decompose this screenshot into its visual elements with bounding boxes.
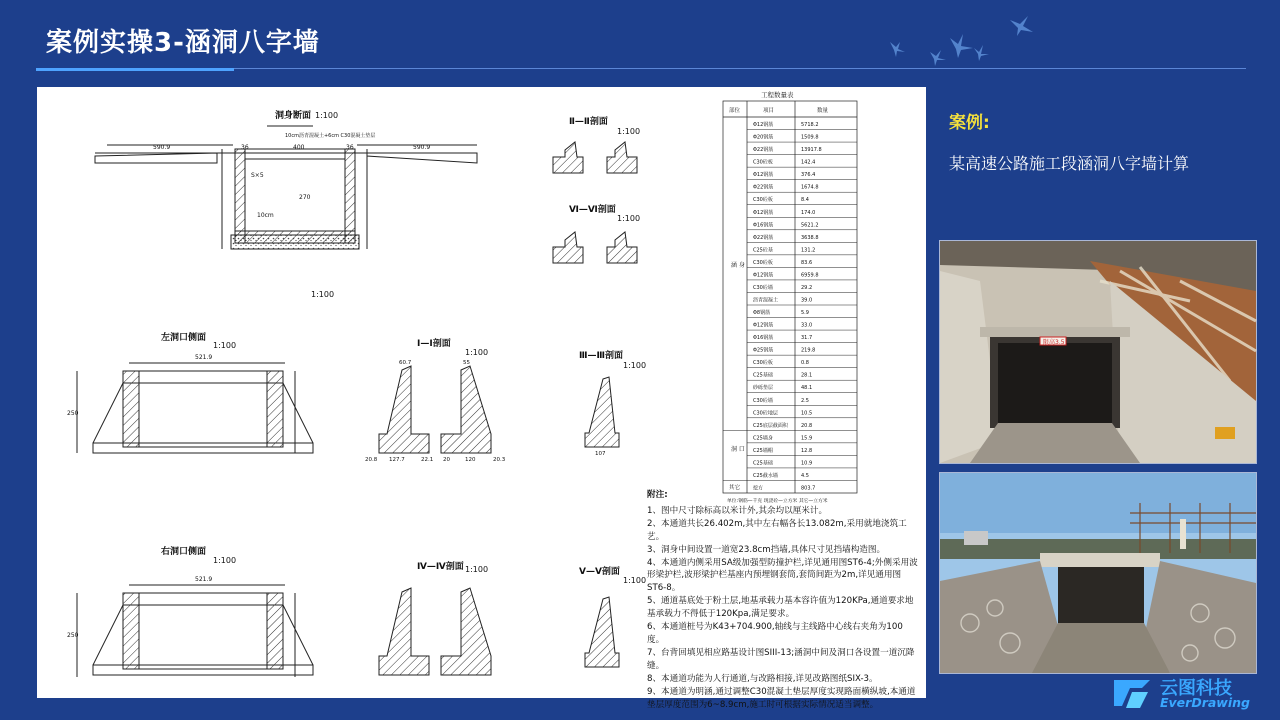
section-I-I-title: Ⅰ—Ⅰ剖面 (417, 339, 451, 349)
table-group-portal: 洞 口 (731, 446, 745, 453)
section-dim: 107 (595, 451, 606, 457)
table-cell-quantity: 12.8 (801, 447, 813, 454)
body-dim: 10cm (257, 212, 274, 219)
logo-cn-text: 云图科技 (1160, 678, 1232, 699)
table-cell-item: C30砼墙 (753, 284, 773, 291)
body-dim: 400 (293, 144, 305, 151)
small-wall-sections (553, 142, 637, 263)
section-II-II-title: Ⅱ—Ⅱ剖面 (569, 117, 608, 127)
table-cell-item: Φ25钢筋 (753, 347, 774, 354)
section-V-V-title: Ⅴ—Ⅴ剖面 (579, 567, 620, 577)
table-cell-item: C30砼板 (753, 360, 773, 367)
right-portal-width: 521.9 (195, 576, 213, 583)
culvert-photo-finished (939, 240, 1257, 464)
table-cell-item: Φ12钢筋 (753, 172, 774, 179)
body-dim: 36 (241, 144, 249, 151)
table-cell-quantity: 48.1 (801, 385, 813, 392)
case-label: 案例: (949, 113, 990, 133)
table-cell-quantity: 39.0 (801, 297, 813, 304)
section-III-III-title: Ⅲ—Ⅲ剖面 (579, 351, 624, 361)
table-cell-quantity: 31.7 (801, 335, 813, 342)
quantity-table-title: 工程数量表 (761, 91, 794, 99)
table-cell-quantity: 131.2 (801, 247, 816, 254)
left-portal-scale: 1:100 (213, 341, 237, 350)
table-cell-quantity: 2.5 (801, 397, 809, 404)
table-cell-item: C25基础 (753, 372, 773, 379)
table-cell-item: Φ22钢筋 (753, 147, 774, 154)
table-cell-quantity: 10.9 (801, 460, 813, 467)
section-V-V (585, 597, 619, 667)
table-cell-quantity: 33.0 (801, 322, 813, 329)
table-cell-item: C30砼板 (753, 197, 773, 204)
table-cell-item: 砂砾垫层 (753, 385, 774, 392)
section-IV-IV-title: Ⅳ—Ⅳ剖面 (417, 562, 464, 572)
body-section-note: 10cm沥青混凝土+6cm C30混凝土垫层 (285, 133, 376, 139)
table-header: 部位 (729, 108, 741, 114)
left-portal-height: 250 (67, 410, 79, 417)
table-cell-quantity: 15.9 (801, 435, 813, 442)
title-divider-accent (36, 68, 234, 71)
right-portal-height: 250 (67, 632, 79, 639)
table-cell-quantity: 20.8 (801, 422, 813, 429)
section-V-V-scale: 1:100 (623, 576, 647, 585)
table-cell-quantity: 5718.2 (801, 122, 819, 129)
quantity-table-grid (723, 101, 857, 493)
section-dim: 60.7 (399, 360, 412, 366)
table-cell-item: C25砼基 (753, 247, 773, 254)
left-portal-width: 521.9 (195, 354, 213, 361)
table-cell-item: Φ8钢筋 (753, 310, 771, 317)
table-cell-quantity: 1674.8 (801, 184, 819, 191)
note-item: 3、洞身中间设置一道宽23.8cm挡墙,具体尺寸见挡墙构造图。 (647, 544, 886, 555)
note-item: 6、本通道桩号为K43+704.900,轴线与主线路中心线右夹角为100度。 (647, 622, 903, 645)
body-dim: 590.9 (153, 144, 171, 151)
table-cell-item: C30砼地层 (753, 410, 778, 417)
note-item: 5、通道基底处于粉土层,地基承载力基本容许值为120KPa,通道要求地基承载力不得低于120Kpa,满足要求。 (647, 596, 914, 620)
table-cell-item: Φ12钢筋 (753, 122, 774, 129)
table-cell-item: Φ20钢筋 (753, 134, 774, 141)
section-dim: 120 (465, 457, 476, 463)
table-cell-item: 挖方 (753, 485, 764, 492)
note-item: 8、本通道功能为人行通道,与改路相接,详见改路图纸SIX-3。 (647, 673, 878, 684)
table-cell-item: Φ16钢筋 (753, 222, 774, 229)
table-header: 数量 (817, 108, 829, 114)
table-cell-quantity: 5621.2 (801, 222, 819, 229)
section-I-I-scale: 1:100 (465, 348, 489, 357)
table-cell-item: C30砼墙 (753, 397, 773, 404)
culvert-photo-construction (939, 472, 1257, 674)
section-dim: 20 (443, 457, 450, 463)
table-cell-item: Φ22钢筋 (753, 184, 774, 191)
section-I-I (379, 366, 491, 453)
table-cell-quantity: 1509.8 (801, 134, 819, 141)
table-footer: 单位:钢筋—千克 现浇砼—立方米 其它—立方米 (727, 499, 828, 504)
table-cell-quantity: 13917.8 (801, 147, 822, 154)
table-group-body: 涵 身 (731, 262, 745, 269)
table-cell-item: C25截水墙 (753, 472, 778, 479)
table-cell-quantity: 28.1 (801, 372, 813, 379)
left-portal-elevation (77, 363, 313, 453)
slide-title: 案例实操3-涵洞八字墙 (46, 28, 320, 58)
note-item: 9、本通道为明涵,通过调整C30混凝土垫层厚度实现路面横纵坡,本通道垫层厚度范围为6~8.9cm,施工时可根据实际情况适当调整。 (647, 686, 916, 710)
everdrawing-logo (1112, 672, 1262, 714)
body-section-title: 洞身断面 (275, 111, 312, 121)
note-item: 4、本通道内侧采用SA级加强型防撞护栏,详见通用图ST6-4;外侧采用波形梁护栏,波形梁护栏基座内预埋钢套筒,套筒间距为2m,详见通用图ST6-8。 (647, 557, 918, 594)
table-cell-item: C30砼板 (753, 159, 773, 166)
table-cell-quantity: 29.2 (801, 284, 813, 291)
section-dim: 55 (463, 360, 470, 366)
left-portal-title: 左洞口侧面 (161, 333, 207, 343)
table-cell-quantity: 4.5 (801, 472, 809, 479)
section-IV-IV-scale: 1:100 (465, 565, 489, 574)
section-VI-VI-scale: 1:100 (617, 214, 641, 223)
table-cell-item: C25基础 (753, 460, 773, 467)
table-cell-quantity: 3638.8 (801, 234, 819, 241)
section-dim: 20.8 (365, 457, 378, 463)
section-dim: 20.3 (493, 457, 506, 463)
section-dim: 127.7 (389, 457, 405, 463)
body-dim: 36 (346, 144, 354, 151)
drawing-sheet (37, 87, 926, 710)
right-portal-scale: 1:100 (213, 556, 237, 565)
section-VI-VI-title: Ⅵ—Ⅵ剖面 (569, 205, 616, 215)
section-III-III-scale: 1:100 (623, 361, 647, 370)
table-cell-item: Φ12钢筋 (753, 209, 774, 216)
birds-decoration-icon (870, 8, 1050, 70)
body-dim: S×5 (251, 172, 264, 179)
table-cell-quantity: 803.7 (801, 485, 816, 492)
section-dim: 22.1 (421, 457, 434, 463)
table-cell-item: C25底层截面积 (753, 422, 788, 429)
table-cell-quantity: 219.8 (801, 347, 816, 354)
table-cell-item: Φ12钢筋 (753, 272, 774, 279)
table-cell-quantity: 174.0 (801, 209, 816, 216)
table-cell-quantity: 376.4 (801, 172, 816, 179)
case-description: 某高速公路施工段涵洞八字墙计算 (949, 154, 1190, 173)
table-cell-item: Φ12钢筋 (753, 322, 774, 329)
logo-mark-icon (1112, 676, 1152, 710)
table-cell-item: Φ22钢筋 (753, 234, 774, 241)
body-section-scale: 1:100 (315, 111, 339, 120)
table-cell-item: 沥青混凝土 (753, 297, 779, 304)
table-cell-quantity: 6959.8 (801, 272, 819, 279)
table-cell-quantity: 83.6 (801, 259, 813, 266)
table-header: 项目 (763, 108, 775, 114)
table-cell-quantity: 10.5 (801, 410, 813, 417)
table-cell-quantity: 142.4 (801, 159, 816, 166)
right-portal-elevation (77, 585, 313, 677)
note-item: 7、台背回填见相应路基设计图SIII-13;涵洞中间及洞口各设置一道沉降缝。 (647, 647, 915, 671)
drawing-notes (647, 489, 919, 711)
table-cell-item: Φ16钢筋 (753, 335, 774, 342)
table-cell-quantity: 5.9 (801, 310, 809, 317)
table-cell-item: C25墙帽 (753, 447, 773, 454)
table-cell-item: C30砼板 (753, 259, 773, 266)
note-item: 1、图中尺寸除标高以米计外,其余均以厘米计。 (647, 505, 828, 516)
body-dim: 270 (299, 194, 311, 201)
section-II-II-scale: 1:100 (617, 127, 641, 136)
note-item: 2、本通道共长26.402m,其中左右幅各长13.082m,采用就地浇筑工艺。 (647, 518, 907, 542)
height-limit-sign: 限高3.5 (1043, 339, 1065, 346)
body-scale-label: 1:100 (311, 290, 335, 299)
notes-title: 附注: (647, 490, 668, 500)
section-III-III (585, 377, 619, 447)
table-cell-item: C25墙身 (753, 435, 773, 442)
right-portal-title: 右洞口侧面 (161, 547, 207, 557)
table-cell-quantity: 0.8 (801, 360, 809, 367)
table-group-other: 其它 (729, 485, 741, 491)
table-cell-quantity: 8.4 (801, 197, 809, 204)
logo-en-text: EverDrawing (1160, 695, 1250, 710)
body-dim: 590.9 (413, 144, 431, 151)
section-IV-IV (379, 588, 491, 675)
